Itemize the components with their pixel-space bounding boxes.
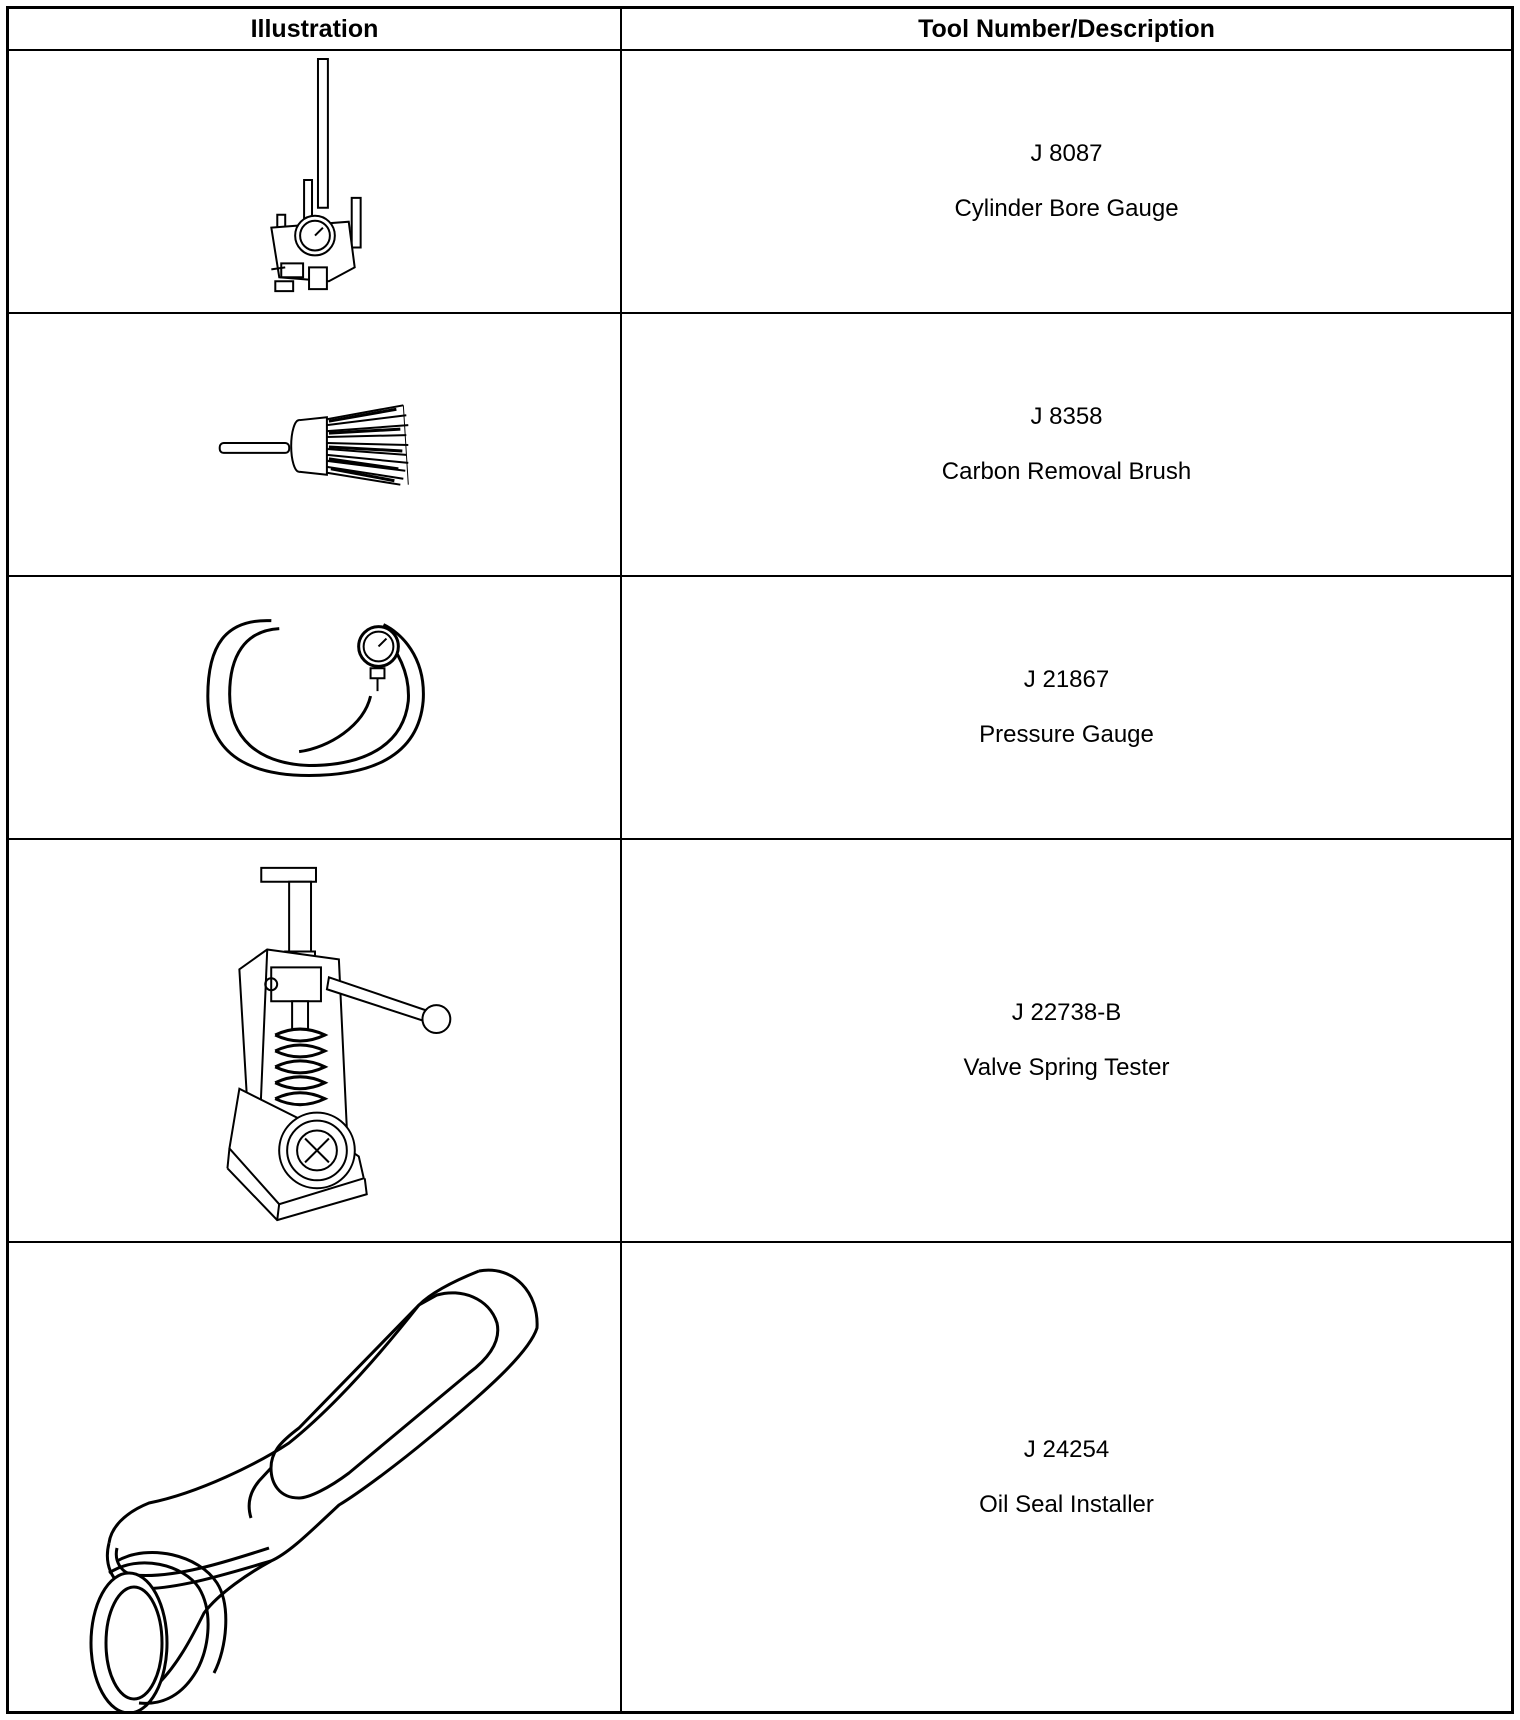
carbon-removal-brush-icon [9,314,620,575]
oil-seal-installer-icon [9,1243,620,1711]
valve-spring-tester-icon [9,840,620,1241]
table-row [9,577,1511,840]
pressure-gauge-icon [9,577,620,838]
tool-number: J 22738-B [1011,999,1122,1026]
header-illustration: Illustration [250,15,379,43]
tool-description [622,1243,1511,1711]
tool-name: Valve Spring Tester [963,1054,1170,1081]
header-tool-description: Tool Number/Description [918,15,1215,43]
cylinder-bore-gauge-icon [9,51,620,312]
tool-number: J 8087 [1030,140,1103,167]
table-row [9,51,1511,314]
table-row [9,314,1511,577]
tool-description [622,840,1511,1241]
tool-name: Cylinder Bore Gauge [954,195,1179,222]
tools-table [6,6,1514,1714]
tool-number: J 8358 [1030,403,1103,430]
tool-name: Carbon Removal Brush [941,458,1192,485]
tool-number: J 21867 [1023,666,1110,693]
tool-name: Pressure Gauge [979,721,1154,748]
table-header [9,9,1511,51]
tool-description [622,51,1511,312]
column-divider [620,9,622,1711]
tool-description [622,577,1511,838]
tool-name: Oil Seal Installer [979,1490,1154,1518]
tool-description [622,314,1511,575]
table-row [9,1243,1511,1711]
tool-number: J 24254 [1023,1435,1110,1463]
table-row [9,840,1511,1243]
